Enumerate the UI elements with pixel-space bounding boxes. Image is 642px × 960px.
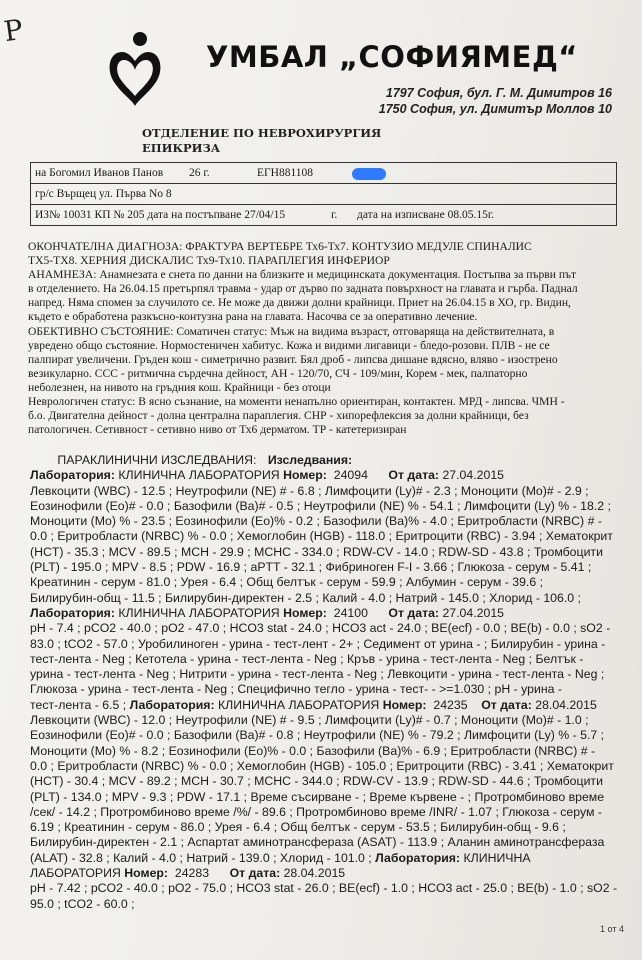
lab-line <box>30 805 630 820</box>
lab-segment: Еозинофили (Eo)# - 0.0 ; Базофили (Ba)# - 0.5 ; Неутрофили (NE) % - 54.1 ; Лимфоцити (Ly) % - 18.2 ; <box>30 498 611 513</box>
lab-segment: 28.04.2015 <box>531 697 597 712</box>
body-line: неболезнен, на нивото на гръдния кош. Крайници - без отоци <box>28 380 331 394</box>
lab-segment: 6.19 ; Креатинин - серум - 86.0 ; Урея - 6.4 ; Общ белтък - серум - 53.5 ; Билирубин-общ - 9.6 ; <box>30 820 566 835</box>
lab-line <box>30 744 630 759</box>
lab-segment: Левкоцити (WBC) - 12.0 ; Неутрофили (NE) # - 9.5 ; Лимфоцити (Ly)# - 0.7 ; Моноцити (Mo)# - 1.0 ; <box>30 713 589 728</box>
paraclinical-header <box>30 453 630 468</box>
lab-segment: Билирубин-директен - 2.1 ; Аспартат аминотрансфераза (ASAT) - 113.9 ; Аланин аминотрансфераза <box>30 835 605 850</box>
lab-line <box>30 835 630 850</box>
lab-line <box>30 851 630 866</box>
lab-segment: Еозинофили (Eo)# - 0.0 ; Базофили (Ba)# - 0.8 ; Неутрофили (NE) % - 79.2 ; Лимфоцити (Ly) % - 5.7 ; <box>30 728 605 743</box>
lab-line <box>30 774 630 789</box>
body-line: патологичен. Сетивност - сетивно ниво от Тх6 дерматом. ТР - катетеризиран <box>28 423 407 437</box>
lab-line <box>30 637 630 652</box>
lab-line <box>30 529 630 544</box>
body-line: напред. Няма спомен за случилото се. Не може да движи долни крайници. Приет на 26.04.15 в ХО, гр. Видин, <box>28 296 571 310</box>
redaction-mark <box>352 168 386 180</box>
lab-line <box>30 866 630 881</box>
lab-segment: Лаборатория: <box>30 468 115 483</box>
lab-segment: Моноцити (Mo) % - 8.2 ; Еозинофили (Eo)% - 0.0 ; Базофили (Ba)% - 6.9 ; Еритробласти (NRBC) # - <box>30 743 596 758</box>
lab-line <box>30 698 630 713</box>
document-type: ЕПИКРИЗА <box>142 141 221 155</box>
lab-segment: 24094 <box>326 468 389 483</box>
patient-info-table <box>30 162 617 226</box>
paraclinical-title: Изследвания: <box>267 453 353 467</box>
body-line: б.о. Двигателна дейност - долна централна параплегия. СНР - хипорефлексия за долни крайници, без <box>28 409 529 423</box>
lab-line <box>30 820 630 835</box>
lab-segment: (HCT) - 35.3 ; MCV - 89.5 ; MCH - 29.9 ; MCHC - 334.0 ; RDW-CV - 14.0 ; RDW-SD - 43.8 ; Тромбоцити <box>30 544 603 559</box>
lab-segment: КЛИНИЧНА ЛАБОРАТОРИЯ <box>114 605 284 620</box>
address-row <box>31 184 616 205</box>
patient-name: на Богомил Иванов Панов <box>35 167 164 179</box>
lab-line <box>30 713 630 728</box>
paraclinical-label: ПАРАКЛИНИЧНИ ИЗСЛЕДВАНИЯ: <box>57 453 257 467</box>
page-number: 1 от 4 <box>600 924 624 934</box>
lab-line <box>30 759 630 774</box>
handwritten-corner-mark: P <box>1 12 26 49</box>
body-line: където е обработена разкъсно-контузна рана на главата. Насочва се за оперативно лечение. <box>28 310 478 324</box>
lab-line <box>30 560 630 575</box>
discharge-date: дата на изписване 08.05.15г. <box>357 209 495 221</box>
lab-line <box>30 728 630 743</box>
hospital-name: УМБАЛ „СОФИЯМЕД“ <box>206 40 578 74</box>
lab-segment: тест-лента - 6.5 ; <box>30 697 130 712</box>
department-name: ОТДЕЛЕНИЕ ПО НЕВРОХИРУРГИЯ <box>142 126 382 140</box>
lab-line <box>30 790 630 805</box>
lab-segment: От дата: <box>481 697 532 712</box>
lab-segment: 28.04.2015 <box>280 866 346 881</box>
history-year-suffix: г. <box>331 209 338 221</box>
lab-segment: Лаборатория: <box>375 850 461 865</box>
lab-segment: Лаборатория: <box>30 605 115 620</box>
lab-segment: 0.0 ; Еритробласти (NRBC) % - 0.0 ; Хемоглобин (HGB) - 118.0 ; Еритроцити (RBC) - 3.94 ; Хематокрит <box>30 529 613 544</box>
lab-segment: 95.0 ; tCO2 - 60.0 ; <box>30 896 135 911</box>
hospital-address-2: 1750 София, ул. Димитър Моллов 10 <box>378 102 612 116</box>
body-line: ОБЕКТИВНО СЪСТОЯНИЕ: Соматичен статус: Мъж на видима възраст, отговаряща на действителната, в <box>28 324 555 338</box>
lab-segment: Лаборатория: <box>129 697 215 712</box>
lab-segment: 27.04.2015 <box>439 468 504 483</box>
lab-line <box>30 881 630 896</box>
hospital-address-1: 1797 София, бул. Г. М. Димитров 16 <box>385 86 612 100</box>
lab-segment: урина - тест-лента - Neg ; Нитрити - урина - тест-лента - Neg ; Левкоцити - урина - тест-лента - Neg ; <box>30 667 605 682</box>
lab-segment: (PLT) - 195.0 ; MPV - 8.5 ; PDW - 16.9 ; aPTT - 32.1 ; Фибриноген F-I - 3.66 ; Глюкоза - серум - 5.41 ; <box>30 560 592 575</box>
lab-segment: Номер: <box>283 468 327 483</box>
lab-line <box>30 606 630 621</box>
lab-segment: Креатинин - серум - 81.0 ; Урея - 6.4 ; Общ белтък - серум - 59.9 ; Албумин - серум - 39.6 ; <box>30 575 544 590</box>
lab-segment: Номер: <box>124 866 169 881</box>
lab-segment: Номер: <box>283 605 327 620</box>
lab-line <box>30 575 630 590</box>
lab-segment: От дата: <box>388 605 440 620</box>
lab-segment: КЛИНИЧНА ЛАБОРАТОРИЯ <box>214 697 383 712</box>
lab-segment: pH - 7.42 ; pCO2 - 40.0 ; pO2 - 75.0 ; HCO3 stat - 26.0 ; BE(ecf) - 1.0 ; HCO3 act - 25.0 ; BE(b) - 1.0 ; sO2 - <box>30 881 618 896</box>
lab-results <box>30 453 630 912</box>
lab-segment: 83.0 ; tCO2 - 57.0 ; Уробилиноген - урина - тест-лент - 2+ ; Седимент от урина - ; Билирубин - урина - <box>30 636 606 651</box>
body-line: увредено общо състояние. Нормостеничен хабитус. Кожа и видими лигавици - бледо-розови. ПЛВ - не се <box>28 338 550 352</box>
patient-row <box>31 163 616 184</box>
history-number: ИЗ№ 10031 КП № 205 дата на постъпване 27/04/15 <box>35 209 286 221</box>
lab-segment: От дата: <box>229 866 281 881</box>
lab-line <box>30 591 630 606</box>
lab-line <box>30 897 630 912</box>
lab-segment: КЛИНИЧНА ЛАБОРАТОРИЯ <box>114 468 284 483</box>
hospital-logo-icon <box>104 30 166 108</box>
lab-line <box>30 499 630 514</box>
lab-segment: ЛАБОРАТОРИЯ <box>30 866 125 881</box>
lab-segment: Моноцити (Mo) % - 23.5 ; Еозинофили (Eo)% - 0.2 ; Базофили (Ba)% - 4.0 ; Еритробласти (NRBC) # - <box>30 514 602 529</box>
epicrisis-body <box>28 240 628 437</box>
body-line: АНАМНЕЗА: Анамнезата е снета по данни на близките и медицинската документация. Постъпва за първи път <box>28 268 577 282</box>
lab-segment: 0.0 ; Еритробласти (NRBC) % - 0.0 ; Хемоглобин (HGB) - 105.0 ; Еритроцити (RBC) - 3.41 ; Хематокрит <box>30 758 614 773</box>
lab-segment: 24100 <box>326 605 389 620</box>
lab-segment: КЛИНИЧНА <box>460 850 531 865</box>
lab-segment: Билирубин-общ - 11.5 ; Билирубин-директен - 2.5 ; Калий - 4.0 ; Натрий - 145.0 ; Хлорид - 106.0 ; <box>30 590 581 605</box>
body-line: везикуларно. ССС - ритмична сърдечна дейност, АН - 120/70, СЧ - 109/мин, Корем - мек, палпаторно <box>28 366 528 380</box>
department-block <box>142 126 381 156</box>
body-line: ОКОНЧАТЕЛНА ДИАГНОЗА: ФРАКТУРА ВЕРТЕБРЕ Тх6-Тх7. КОНТУЗИО МЕДУЛЕ СПИНАЛИС <box>28 240 532 253</box>
lab-line <box>30 621 630 636</box>
body-line: ТХ5-ТХ8. ХЕРНИЯ ДИСКАЛИС Тх9-Тх10. ПАРАПЛЕГИЯ ИНФЕРИОР <box>28 254 390 268</box>
body-line: палпират увеличени. Гръден кош - симетрично развит. Бял дроб - липсва дишане вдясно, вляво - изострено <box>28 352 558 366</box>
lab-line <box>30 514 630 529</box>
body-line: Неврологичен статус: В ясно съзнание, на моменти ненапълно ориентиран, контактен. МРД - липсва. ЧМН - <box>28 395 565 409</box>
patient-age: 26 г. <box>189 167 210 179</box>
lab-segment: (ALAT) - 32.8 ; Калий - 4.0 ; Натрий - 139.0 ; Хлорид - 101.0 ; <box>30 850 376 865</box>
lab-line <box>30 652 630 667</box>
lab-segment: 24283 <box>168 866 230 881</box>
lab-segment: (HCT) - 30.4 ; MCV - 89.2 ; MCH - 30.7 ; MCHC - 344.0 ; RDW-CV - 13.9 ; RDW-SD - 44.6 ; Тромбоцити <box>30 774 603 789</box>
patient-egn: ЕГН881108 <box>257 167 314 179</box>
lab-line <box>30 682 630 697</box>
lab-segment: От дата: <box>388 468 440 483</box>
lab-line <box>30 484 630 499</box>
lab-segment: pH - 7.4 ; pCO2 - 40.0 ; pO2 - 47.0 ; HCO3 stat - 24.0 ; HCO3 act - 24.0 ; BE(ecf) - 0.0 ; BE(b) - 0.0 ; sO2 - <box>30 621 611 636</box>
patient-address: гр/с Върщец ул. Първа No 8 <box>35 188 172 200</box>
lab-line <box>30 667 630 682</box>
lab-segment: /сек/ - 14.2 ; Протромбиново време /%/ - 89.6 ; Протромбиново време /INR/ - 1.07 ; Глюкоза - серум - <box>30 804 602 819</box>
lab-segment: Левкоцити (WBC) - 12.5 ; Неутрофили (NE) # - 6.8 ; Лимфоцити (Ly)# - 2.3 ; Моноцити (Mo)# - 2.9 ; <box>30 483 589 498</box>
body-line: в отделението. На 26.04.15 претърпял травма - удар от дърво по задната повърхност на главата и гърба. Паднал <box>28 282 578 296</box>
lab-segment: 27.04.2015 <box>439 605 504 620</box>
lab-segment: Номер: <box>382 697 427 712</box>
lab-segment: (PLT) - 134.0 ; MPV - 9.3 ; PDW - 17.1 ; Време съсирване - ; Време кървене - ; Протромбиново време <box>30 789 605 804</box>
lab-segment: тест-лента - Neg ; Кетотела - урина - тест-лента - Neg ; Кръв - урина - тест-лента - Neg ; Белтък - <box>30 651 584 666</box>
lab-line <box>30 545 630 560</box>
history-row <box>31 205 616 225</box>
lab-line <box>30 468 630 483</box>
lab-segment: Глюкоза - урина - тест-лента - Neg ; Специфично тегло - урина - тест- - >=1.030 ; pH - урина - <box>30 682 563 697</box>
lab-segment: 24235 <box>426 697 482 712</box>
